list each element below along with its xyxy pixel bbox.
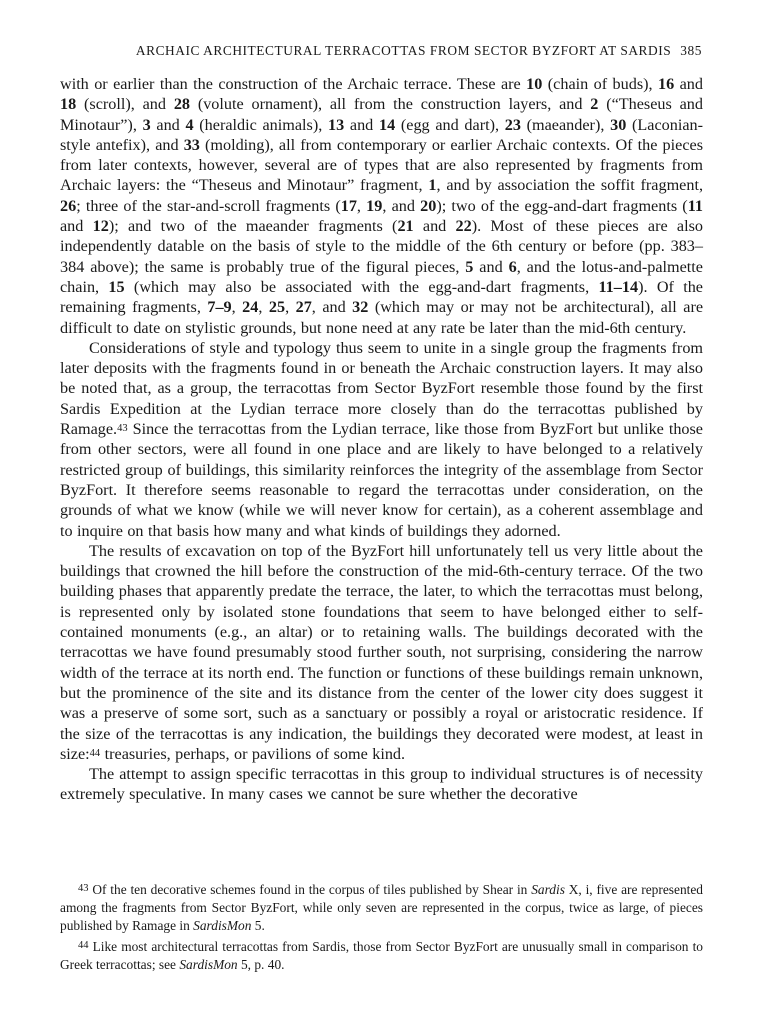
catalog-number: 28: [173, 95, 190, 114]
catalog-number: 27: [295, 298, 312, 317]
page: [60, 43, 703, 805]
text-run: , and the lotus-and-palmette chain,: [60, 257, 703, 296]
text-run: ). Of the remaining fragments,: [60, 277, 703, 317]
footnote-number: 43: [78, 883, 89, 895]
text-run: (scroll), and: [76, 95, 174, 114]
catalog-number: 2: [590, 95, 599, 114]
text-run: and: [344, 115, 379, 134]
paragraph: [60, 764, 703, 805]
text-run: ,: [258, 298, 269, 317]
text-run: Since the terracottas from the Lydian terrace, like those from ByzFort but unlike those from other sectors, were all found in one place and are likely to have belonged to a relatively restricted group of buildings, this similarity reinforces the integrity of the assemblage from Sector ByzFort. It therefore seems reasonable to regard the terracottas under consideration, on the grounds of what we know (while we will never know for certain), as a coherent assemblage and to inquire on that basis how many and what kinds of buildings they adorned.: [60, 420, 703, 540]
catalog-number: 14: [378, 115, 396, 134]
text-run: ,: [285, 298, 296, 317]
footnote: [60, 881, 703, 936]
catalog-number: 11–14: [598, 277, 639, 296]
text-run: 5, p. 40.: [237, 956, 285, 972]
text-run: ). Most of these pieces are also independently datable on the basis of style to the middle of the 6th century or before (pp. 383–384 above); the same is probably true of the figural pieces,: [60, 217, 703, 276]
text-run: (“Theseus and Minotaur”),: [60, 95, 703, 134]
text-run: Considerations of style and typology thus seem to unite in a single group the fragments from later deposits with the fragments found in or beneath the Archaic construction layers. It may also be noted that, as a group, the terracottas from Sector ByzFort resemble those found by the first Sardis Expedition at the Lydian terrace more closely than do the terracottas published by Ramage.: [60, 338, 703, 439]
footnote-ref: 43: [117, 423, 128, 435]
paragraph: [60, 541, 703, 764]
catalog-number: 30: [610, 115, 627, 134]
catalog-number: 19: [366, 196, 383, 215]
catalog-number: 22: [455, 217, 472, 236]
catalog-number: 3: [142, 115, 151, 134]
catalog-number: 24: [242, 298, 259, 317]
text-run: (maeander),: [520, 115, 611, 134]
catalog-number: 15: [108, 277, 125, 296]
text-run: (which may also be associated with the egg-and-dart fragments,: [124, 277, 599, 296]
text-run: and: [60, 217, 93, 236]
text-run: (Laconian-style antefix), and: [60, 115, 703, 154]
text-run: (chain of buds),: [542, 75, 658, 93]
italic-title: SardisMon: [193, 918, 252, 934]
text-run: The results of excavation on top of the ByzFort hill unfortunately tell us very little about the buildings that crowned the hill before the construction of the mid-6th-century terrace. Of the two building phases that apparently predate the terrace, the later, to which the terracottas must belong, is represented only by isolated stone foundations that seem to have belonged either to self-contained monuments (e.g., an altar) or to retaining walls. The buildings decorated with the terracottas we have found presumably stood further south, not surprising, considering the narrow width of the terrace at its north end. The function or functions of these buildings remain unknown, but the prominence of the site and its distance from the center of the lower city does suggest it was a preserve of some sort, such as a sanctuary or possibly a royal or aristocratic residence. If the size of the terracottas is any indication, the buildings they decorated were modest, at least in size:: [60, 541, 703, 763]
catalog-number: 17: [340, 196, 357, 215]
italic-title: SardisMon: [179, 956, 238, 972]
text-run: Of the ten decorative schemes found in the corpus of tiles published by Shear in: [88, 882, 532, 897]
text-run: ,: [231, 298, 243, 317]
paragraph: [60, 338, 703, 541]
text-run: Like most architectural terracottas from Sardis, those from Sector ByzFort are unusually small in comparison to Greek terracottas; see: [60, 938, 703, 972]
catalog-number: 1: [428, 176, 437, 195]
text-run: and: [413, 217, 456, 236]
catalog-number: 20: [420, 196, 437, 215]
text-run: (molding), all from contemporary or earlier Archaic contexts. Of the pieces from later contexts, however, several are of types that are also represented by fragments from Archaic layers: the “Theseus and Minotaur” fragment,: [60, 135, 704, 195]
running-title: ARCHAIC ARCHITECTURAL TERRACOTTAS FROM SECTOR BYZFORT AT SARDIS: [135, 43, 672, 58]
text-run: (which may or may not be architectural), all are difficult to date on stylistic grounds, but none need at any rate be later than the mid-6th century.: [60, 298, 704, 337]
catalog-number: 7–9: [207, 298, 232, 317]
text-run: (egg and dart),: [395, 115, 505, 134]
catalog-number: 16: [658, 75, 675, 93]
catalog-number: 25: [268, 298, 286, 317]
catalog-number: 6: [508, 257, 517, 276]
catalog-number: 18: [60, 95, 77, 114]
catalog-number: 26: [60, 196, 77, 215]
catalog-number: 4: [185, 115, 194, 134]
paragraph: [60, 74, 703, 338]
italic-title: Sardis: [531, 882, 565, 897]
text-run: treasuries, perhaps, or pavilions of some kind.: [100, 744, 406, 763]
text-run: (volute ornament), all from the construction layers, and: [190, 95, 591, 114]
footnote: [60, 938, 703, 974]
catalog-number: 21: [397, 217, 414, 236]
text-run: , and by association the soffit fragment,: [436, 176, 703, 195]
text-run: , and: [382, 196, 421, 215]
catalog-number: 11: [687, 196, 703, 215]
text-run: (heraldic animals),: [193, 115, 328, 134]
body-text: [60, 74, 703, 805]
footnotes: [60, 881, 703, 976]
text-run: , and: [311, 298, 353, 317]
catalog-number: 32: [352, 298, 369, 317]
catalog-number: 13: [328, 115, 345, 134]
text-run: and: [473, 257, 509, 276]
footnote-ref: 44: [89, 748, 101, 760]
catalog-number: 23: [504, 115, 521, 134]
text-run: ); and two of the maeander fragments (: [108, 217, 398, 236]
text-run: and: [150, 115, 186, 134]
text-run: 5.: [251, 918, 265, 934]
text-run: ); two of the egg-and-dart fragments (: [436, 196, 688, 215]
text-run: ; three of the star-and-scroll fragments (: [76, 196, 341, 215]
catalog-number: 5: [465, 257, 474, 276]
footnote-number: 44: [78, 939, 89, 951]
page-number: 385: [680, 43, 702, 58]
text-run: X, i, five are represented among the fragments from Sector ByzFort, while only seven are represented in the corpus, twice as large, of pieces published by Ramage in: [60, 882, 703, 934]
text-run: with or earlier than the construction of the Archaic terrace. These are: [60, 75, 527, 93]
catalog-number: 33: [183, 135, 200, 154]
text-run: The attempt to assign specific terracottas in this group to individual structures is of necessity extremely speculative. In many cases we cannot be sure whether the decorative: [60, 765, 703, 804]
catalog-number: 10: [526, 75, 543, 93]
text-run: and: [674, 75, 703, 93]
text-run: ,: [356, 196, 367, 215]
running-head: [60, 43, 702, 59]
catalog-number: 12: [92, 217, 109, 236]
